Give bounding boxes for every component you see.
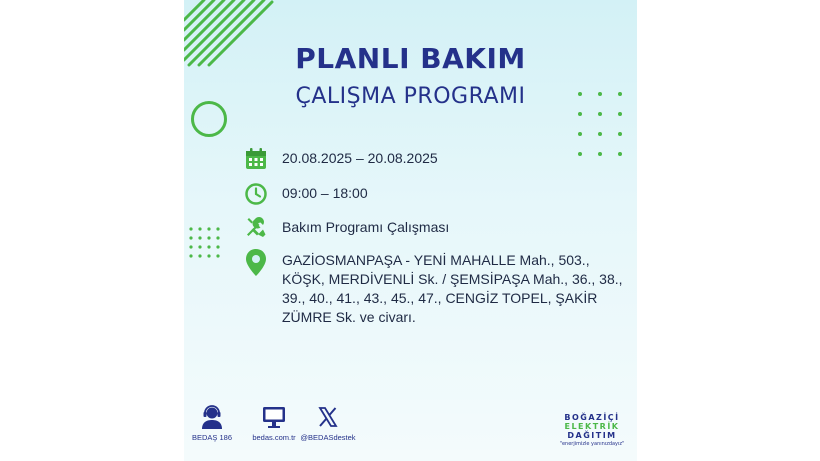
- logo-line2: ELEKTRİK: [564, 422, 620, 431]
- website-label: bedas.com.tr: [252, 433, 296, 442]
- monitor-icon: [261, 405, 287, 429]
- date-range: 20.08.2025 – 20.08.2025: [282, 150, 438, 166]
- logo-slogan: "enerjimizle yanınızdayız": [559, 441, 625, 447]
- footer: [184, 391, 637, 461]
- date-row: [244, 147, 624, 171]
- social-label: @BEDASdestek: [300, 433, 356, 442]
- company-logo: [559, 413, 625, 447]
- work-type: Bakım Programı Çalışması: [282, 219, 450, 235]
- time-range: 09:00 – 18:00: [282, 185, 368, 201]
- phone-label: BEDAŞ 186: [191, 433, 233, 442]
- headset-agent-icon: [199, 405, 225, 429]
- calendar-icon: [244, 147, 268, 171]
- location-pin-icon: [244, 248, 268, 278]
- logo-line1: BOĞAZİÇİ: [564, 413, 620, 422]
- social-link[interactable]: [300, 405, 356, 442]
- work-type-row: [244, 215, 624, 239]
- decorative-dot-grid-left: [188, 226, 224, 262]
- time-row: [244, 182, 624, 206]
- page-subtitle: ÇALIŞMA PROGRAMI: [295, 84, 526, 109]
- page-title: PLANLI BAKIM: [295, 42, 526, 75]
- website-link[interactable]: [246, 405, 302, 442]
- address-row: [244, 248, 624, 328]
- clock-icon: [244, 182, 268, 206]
- announcement-card: [184, 0, 637, 461]
- phone-contact[interactable]: [188, 405, 236, 442]
- tools-icon: [244, 215, 268, 239]
- logo-line3: DAĞITIM: [567, 431, 617, 440]
- address-text: GAZİOSMANPAŞA - YENİ MAHALLE Mah., 503., KÖŞK, MERDİVENLİ Sk. / ŞEMSİPAŞA Mah., 36., 38., 39., 40., 41., 43., 45., 47., CENGİZ TOPEL, ŞAKİR ZÜMRE Sk. ve civarı.: [282, 252, 623, 325]
- x-logo-icon: [315, 405, 341, 429]
